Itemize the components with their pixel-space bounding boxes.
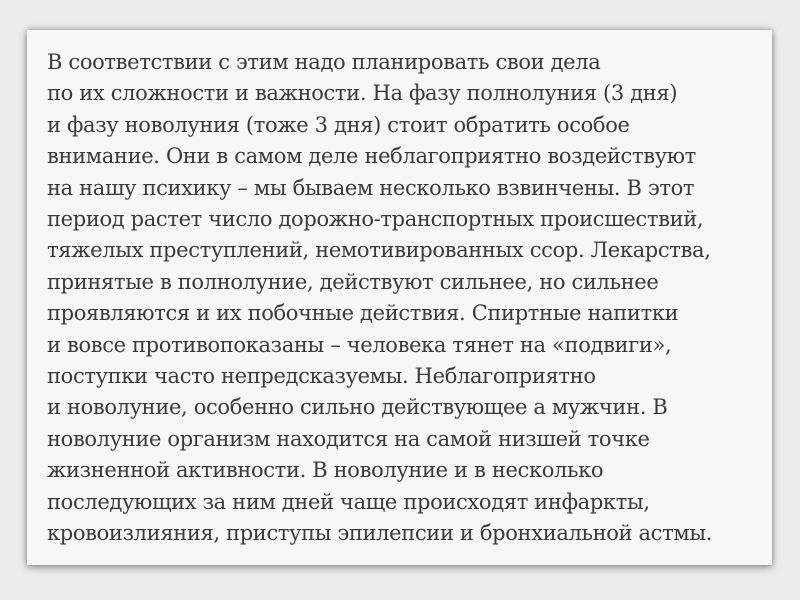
text-line: новолуние организм находится на самой низшей точке (47, 426, 650, 451)
text-line: В соответствии с этим надо планировать свои дела (47, 50, 601, 74)
text-line: проявляются и их побочные действия. Спиртные напитки (47, 301, 679, 326)
slide-text (47, 47, 767, 550)
text-line: тяжелых преступлений, немотивированных ссор. Лекарства, (47, 238, 711, 263)
text-line: период растет число дорожно-транспортных происшествий, (47, 207, 704, 232)
text-line: кровоизлияния, приступы эпилепсии и бронхиальной астмы. (47, 521, 713, 546)
slide (27, 30, 772, 565)
text-line: поступки часто непредсказуемы. Неблагоприятно (47, 364, 596, 389)
text-line: жизненной активности. В новолуние и в несколько (47, 458, 604, 483)
text-line: и вовсе противопоказаны – человека тянет на «подвиги», (47, 332, 672, 357)
text-line: внимание. Они в самом деле неблагоприятно воздействуют (47, 144, 696, 169)
text-line: и новолуние, особенно сильно действующее а мужчин. В (47, 395, 668, 420)
text-line: по их сложности и важности. На фазу полнолуния (3 дня) (47, 81, 678, 106)
text-line: на нашу психику – мы бываем несколько взвинчены. В этот (47, 175, 695, 200)
text-line: последующих за ним дней чаще происходят инфаркты, (47, 489, 650, 514)
text-line: и фазу новолуния (тоже 3 дня) стоит обратить особое (47, 112, 630, 137)
text-line: принятые в полнолуние, действуют сильнее, но сильнее (47, 269, 659, 294)
